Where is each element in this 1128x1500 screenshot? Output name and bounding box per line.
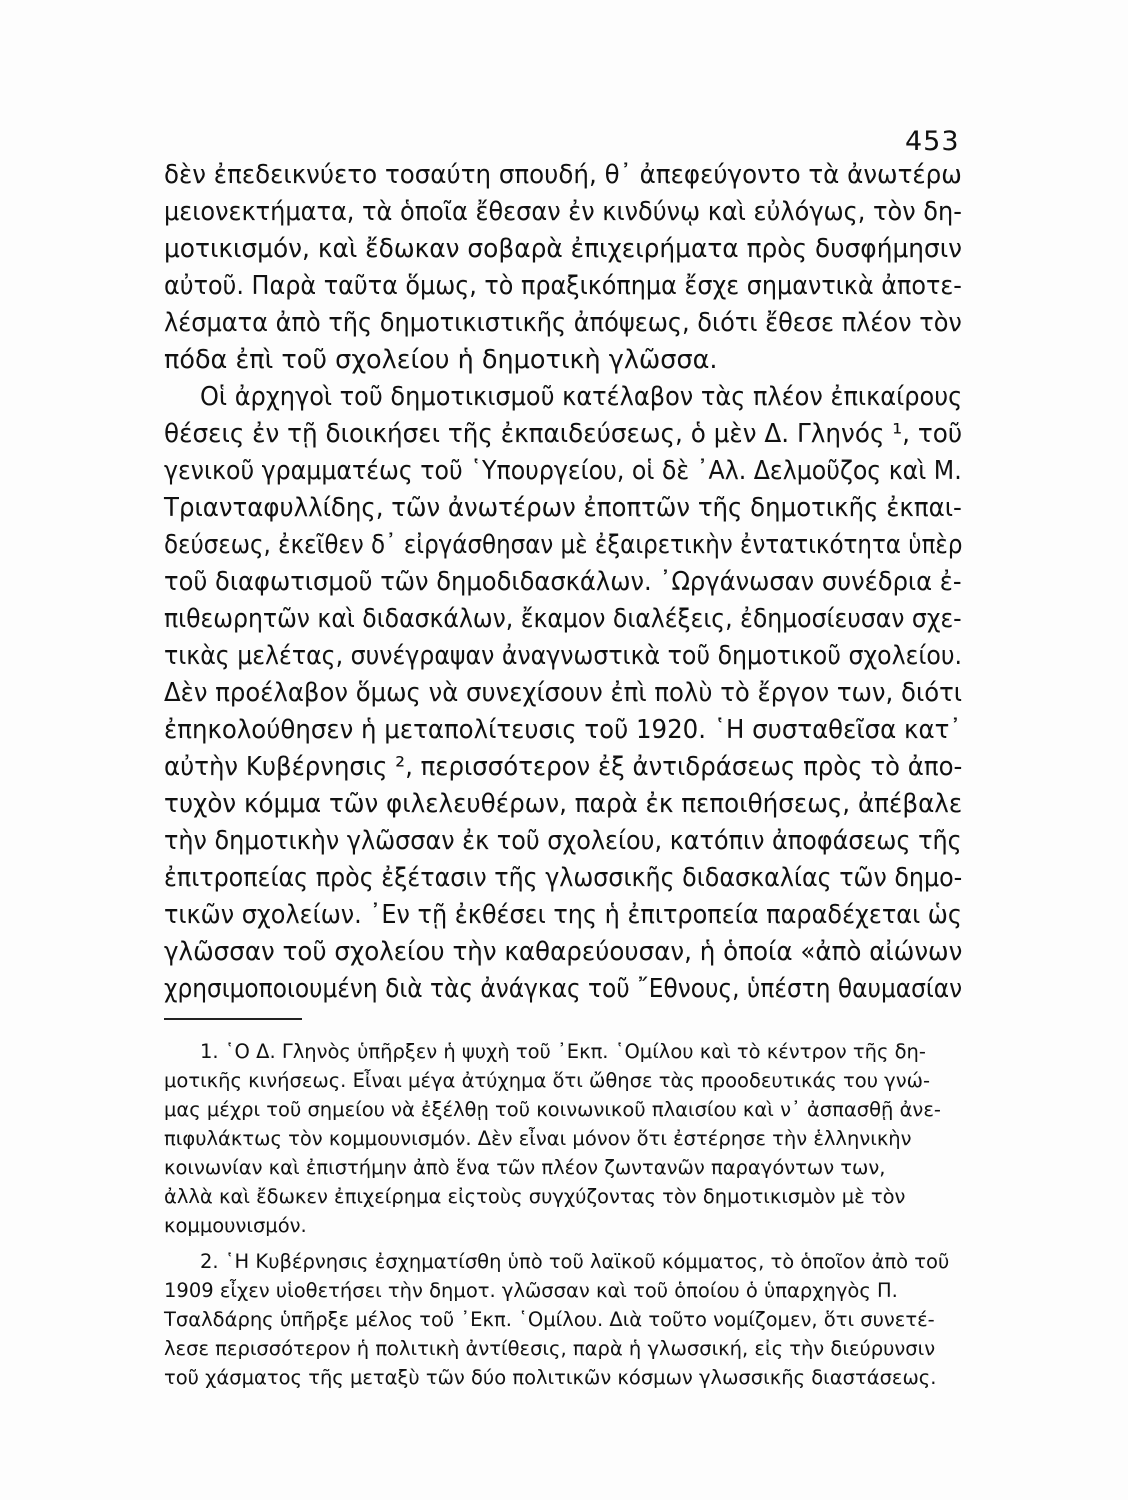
body-line: αὐτὴν Κυβέρνησις ², περισσότερον ἐξ ἀντιδράσεως πρὸς τὸ ἀπο- — [164, 752, 963, 782]
body-line: θέσεις ἐν τῇ διοικήσει τῆς ἐκπαιδεύσεως, ὁ μὲν Δ. Γληνός ¹, τοῦ — [164, 419, 963, 449]
footnote-line: 1. ῾Ο Δ. Γληνὸς ὑπῆρξεν ἡ ψυχὴ τοῦ ᾿Εκπ. ῾Ομίλου καὶ τὸ κέντρον τῆς δη- — [200, 1040, 926, 1063]
body-line: γενικοῦ γραμματέως τοῦ ῾Υπουργείου, οἱ δὲ ᾿Αλ. Δελμοῦζος καὶ Μ. — [164, 456, 962, 486]
body-line: πιθεωρητῶν καὶ διδασκάλων, ἔκαμον διαλέξεις, ἐδημοσίευσαν σχε- — [164, 604, 962, 634]
body-line: δεύσεως, ἐκεῖθεν δ᾿ εἰργάσθησαν μὲ ἐξαιρετικὴν ἐντατικότητα ὑπὲρ — [164, 530, 963, 560]
body-line: δὲν ἐπεδεικνύετο τοσαύτη σπουδή, θ᾿ ἀπεφεύγοντο τὰ ἀνωτέρω — [164, 160, 962, 190]
body-line: τικῶν σχολείων. ᾿Εν τῇ ἐκθέσει της ἡ ἐπιτροπεία παραδέχεται ὡς — [164, 900, 962, 930]
body-line: ἐπιτροπείας πρὸς ἐξέτασιν τῆς γλωσσικῆς διδασκαλίας τῶν δημο- — [164, 863, 963, 893]
footnote-line: μοτικῆς κινήσεως. Εἶναι μέγα ἀτύχημα ὅτι ὤθησε τὰς προοδευτικάς του γνώ- — [164, 1069, 930, 1092]
footnote-separator — [164, 1018, 302, 1020]
body-line: λέσματα ἀπὸ τῆς δημοτικιστικῆς ἀπόψεως, διότι ἔθεσε πλέον τὸν — [164, 308, 962, 338]
footnote-line: κοινωνίαν καὶ ἐπιστήμην ἀπὸ ἕνα τῶν πλέον ζωντανῶν παραγόντων των, — [164, 1156, 886, 1179]
body-line: Δὲν προέλαβον ὅμως νὰ συνεχίσουν ἐπὶ πολὺ τὸ ἔργον των, διότι — [164, 678, 963, 708]
footnote-line: Τσαλδάρης ὑπῆρξε μέλος τοῦ ᾿Εκπ. ῾Ομίλου. Διὰ τοῦτο νομίζομεν, ὅτι συνετέ- — [164, 1308, 935, 1331]
body-line: τοῦ διαφωτισμοῦ τῶν δημοδιδασκάλων. ᾿Ωργάνωσαν συνέδρια ἐ- — [164, 567, 962, 597]
footnote-line: κομμουνισμόν. — [164, 1214, 307, 1237]
body-line: μειονεκτήματα, τὰ ὁποῖα ἔθεσαν ἐν κινδύνῳ καὶ εὐλόγως, τὸν δη- — [164, 197, 962, 227]
body-line: τικὰς μελέτας, συνέγραψαν ἀναγνωστικὰ τοῦ δημοτικοῦ σχολείου. — [164, 641, 963, 671]
body-line: μοτικισμόν, καὶ ἔδωκαν σοβαρὰ ἐπιχειρήματα πρὸς δυσφήμησιν — [164, 234, 963, 264]
footnote-line: ἀλλὰ καὶ ἔδωκεν ἐπιχείρημα εἰςτοὺς συγχύζοντας τὸν δημοτικισμὸν μὲ τὸν — [164, 1185, 906, 1208]
footnote-line: λεσε περισσότερον ἡ πολιτικὴ ἀντίθεσις, παρὰ ἡ γλωσσική, εἰς τὴν διεύρυνσιν — [164, 1337, 936, 1360]
footnote-line: πιφυλάκτως τὸν κομμουνισμόν. Δὲν εἶναι μόνον ὅτι ἐστέρησε τὴν ἑλληνικὴν — [164, 1127, 912, 1150]
body-line: γλῶσσαν τοῦ σχολείου τὴν καθαρεύουσαν, ἡ ὁποία «ἀπὸ αἰώνων — [164, 937, 963, 967]
body-line: ἐπηκολούθησεν ἡ μεταπολίτευσις τοῦ 1920. ῾Η συσταθεῖσα κατ᾿ — [164, 715, 962, 745]
body-line: Τριανταφυλλίδης, τῶν ἀνωτέρων ἐποπτῶν τῆς δημοτικῆς ἐκπαι- — [164, 493, 962, 523]
body-line: αὐτοῦ. Παρὰ ταῦτα ὅμως, τὸ πραξικόπημα ἔσχε σημαντικὰ ἀποτε- — [164, 271, 962, 301]
footnote-line: 1909 εἶχεν υἱοθετήσει τὴν δημοτ. γλῶσσαν καὶ τοῦ ὁποίου ὁ ὑπαρχηγὸς Π. — [164, 1279, 898, 1302]
page-number: 453 — [905, 126, 960, 157]
footnote-line: 2. ῾Η Κυβέρνησις ἐσχηματίσθη ὑπὸ τοῦ λαϊκοῦ κόμματος, τὸ ὁποῖον ἀπὸ τοῦ — [200, 1250, 950, 1273]
body-line: χρησιμοποιουμένη διὰ τὰς ἀνάγκας τοῦ ῎Εθνους, ὑπέστη θαυμασίαν — [164, 974, 963, 1004]
body-line: Οἱ ἀρχηγοὶ τοῦ δημοτικισμοῦ κατέλαβον τὰς πλέον ἐπικαίρους — [200, 382, 963, 412]
footnote-line: τοῦ χάσματος τῆς μεταξὺ τῶν δύο πολιτικῶν κόσμων γλωσσικῆς διαστάσεως. — [164, 1366, 937, 1389]
footnote-line: μας μέχρι τοῦ σημείου νὰ ἐξέλθῃ τοῦ κοινωνικοῦ πλαισίου καὶ ν᾿ ἀσπασθῇ ἀνε- — [164, 1098, 941, 1121]
body-line: τὴν δημοτικὴν γλῶσσαν ἐκ τοῦ σχολείου, κατόπιν ἀποφάσεως τῆς — [164, 826, 962, 856]
body-line: πόδα ἐπὶ τοῦ σχολείου ἡ δημοτικὴ γλῶσσα. — [164, 345, 718, 375]
body-line: τυχὸν κόμμα τῶν φιλελευθέρων, παρὰ ἐκ πεποιθήσεως, ἀπέβαλε — [164, 789, 963, 819]
